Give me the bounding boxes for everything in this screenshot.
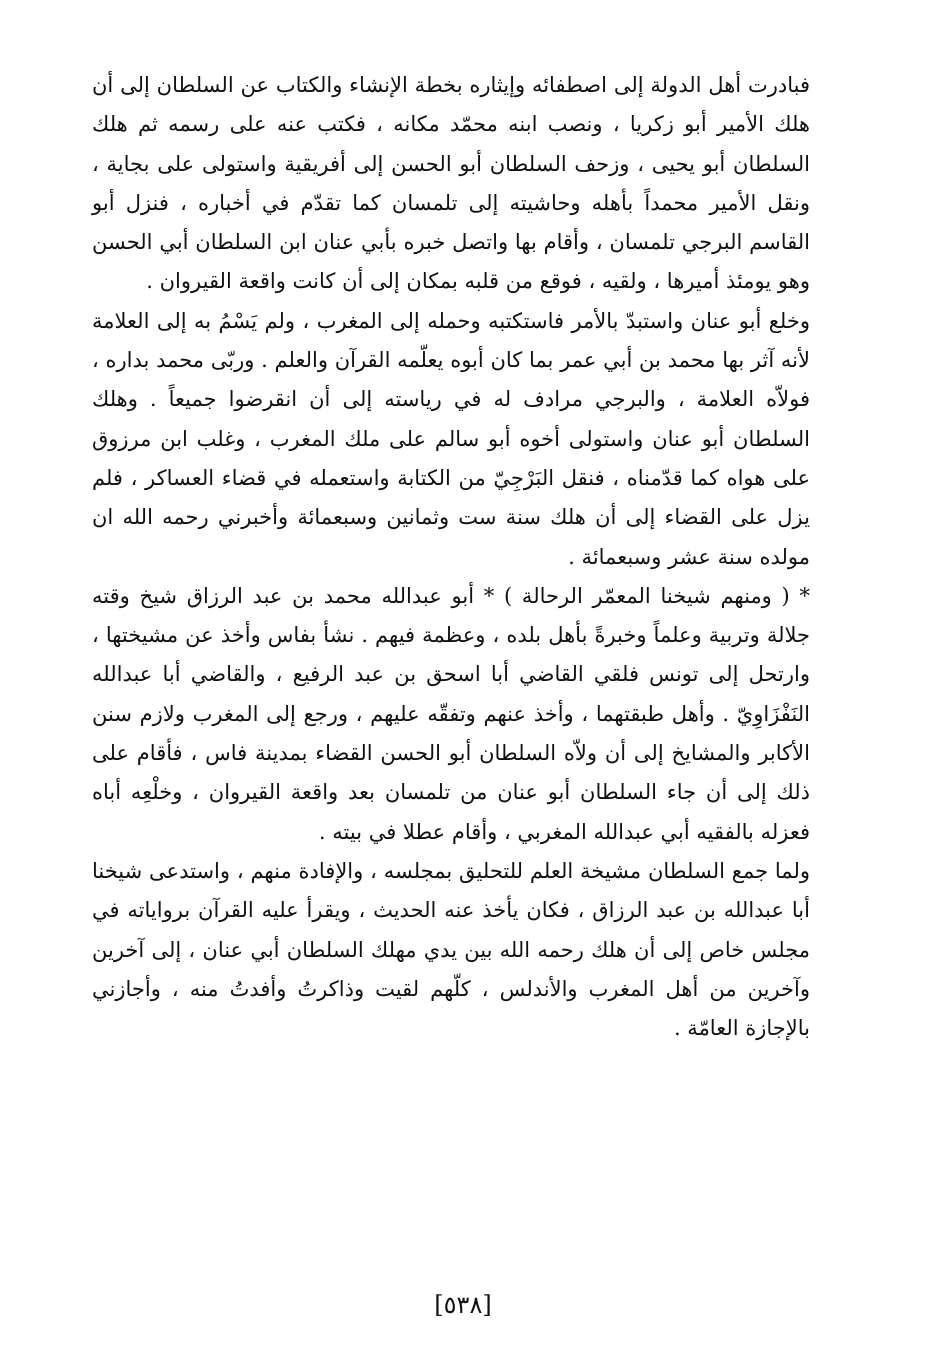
paragraph-2: وخلع أبو عنان واستبدّ بالأمر فاستكتبه وحمله إلى المغرب ، ولم يَسْمُ به إلى العلامة لأنه آثر بها محمد بن أبي عمر بما كان أبوه يعلّمه القرآن والعلم . وربّى محمد بداره ، فولاّه العلامة ، والبرجي مرادف له في رياسته إلى أن انقرضوا جميعاً . وهلك السلطان أبو عنان واستولى أخوه أبو سالم على ملك المغرب ، وغلب ابن مرزوق على هواه كما قدّمناه ، فنقل البَرْجِيّ من الكتابة واستعمله في قضاء العساكر ، فلم يزل على القضاء إلى أن هلك سنة ست وثمانين وسبعمائة وأخبرني رحمه الله ان مولده سنة عشر وسبعمائة . (92, 308, 810, 569)
paragraph-3: * ( ومنهم شيخنا المعمّر الرحالة ) * أبو عبدالله محمد بن عبد الرزاق شيخ وقته جلالة وتربية وعلماً وخبرةً بأهل بلده ، وعظمة فيهم . نشأ بفاس وأخذ عن مشيختها ، وارتحل إلى تونس فلقي القاضي أبا اسحق بن عبد الرفيع ، والقاضي أبا عبدالله النَفْزَاوِيّ . وأهل طبقتهما ، وأخذ عنهم وتفقّه عليهم ، ورجع إلى المغرب ولازم سنن الأكابر والمشايخ إلى أن ولاّه السلطان أبو الحسن القضاء بمدينة فاس ، فأقام على ذلك إلى أن جاء السلطان أبو عنان من تلمسان بعد واقعة القيروان ، وخلْعِه أباه فعزله بالفقيه أبي عبدالله المغربي ، وأقام عطلا في بيته . (92, 583, 810, 844)
paragraph-4: ولما جمع السلطان مشيخة العلم للتحليق بمجلسه ، والإفادة منهم ، واستدعى شيخنا أبا عبدالله بن عبد الرزاق ، فكان يأخذ عنه الحديث ، ويقرأ عليه القرآن برواياته في مجلس خاص إلى أن هلك رحمه الله بين يدي مهلك السلطان أبي عنان ، إلى آخرين وآخرين من أهل المغرب والأندلس ، كلّهم لقيت وذاكرتُ وأفدتُ منه ، وأجازني بالإجازة العامّة . (92, 858, 810, 1041)
body-text (92, 66, 810, 1048)
paragraph-1: فبادرت أهل الدولة إلى اصطفائه وإيثاره بخطة الإنشاء والكتاب عن السلطان إلى أن هلك الأمير أبو زكريا ، ونصب ابنه محمّد مكانه ، فكتب عنه على رسمه ثم هلك السلطان أبو يحيى ، وزحف السلطان أبو الحسن إلى أفريقية واستولى على بجاية ، ونقل الأمير محمداً بأهله وحاشيته إلى تلمسان كما تقدّم في أخباره ، فنزل أبو القاسم البرجي تلمسان ، وأقام بها واتصل خبره بأبي عنان ابن السلطان أبي الحسن وهو يومئذ أميرها ، ولقيه ، فوقع من قلبه بمكان إلى أن كانت واقعة القيروان . (92, 73, 810, 294)
page-number: [٥٣٨] (434, 1291, 492, 1319)
